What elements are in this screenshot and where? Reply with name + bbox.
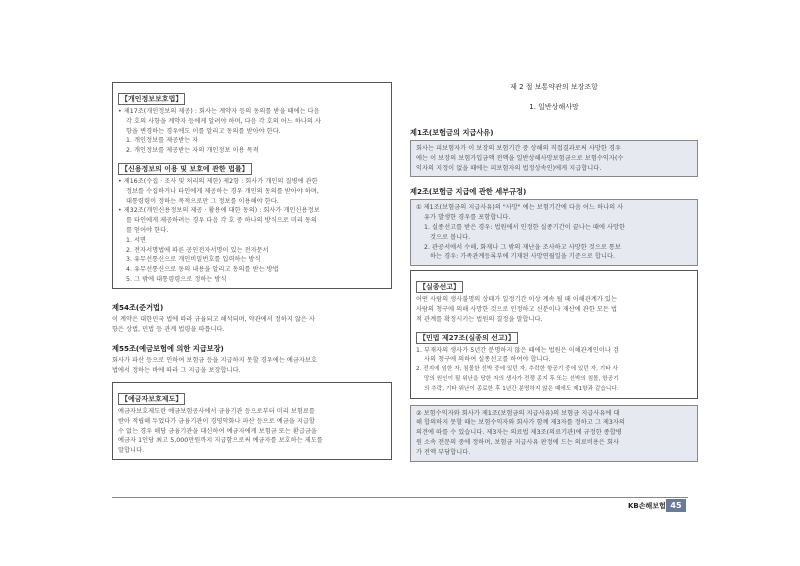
right-column: [410, 80, 698, 466]
credit-line: • 제16조(수집 · 조사 및 처리의 제한) 제2항 : 회사가 개인의 질병에 관한: [118, 177, 318, 185]
deposit-protection-box: [112, 382, 392, 460]
article-2-line: ① 제1조(보험금의 지급사유)의 "사망" 에는 보험기간에 다음 어느 하나의 사: [416, 204, 624, 212]
section-title: 1. 일반상해사망: [529, 103, 579, 111]
credit-line: 1. 서면: [126, 236, 147, 244]
article-2-line: ② 보험수익자와 회사가 제1조(보험금의 지급사유)의 보험금 지급사유에 대: [416, 409, 620, 417]
left-column: [112, 80, 392, 470]
article-1-line: 에는 이 보장의 보험가입금액 전액을 일반상해사망보험금으로 보험수익자(수: [416, 154, 624, 162]
article-2-line: 가 전액 부담합니다.: [416, 448, 471, 456]
missing-line: 어떤 사람의 생사불명의 상태가 일정기간 이상 계속 될 때 이해관계가 있는: [416, 296, 617, 304]
deposit-line: 말합니다.: [118, 447, 145, 455]
article-1-line: 익자의 지정이 없을 때에는 피보험자의 법정상속인)에게 지급합니다.: [416, 164, 602, 172]
privacy-line: 각 호의 사항을 계약자 등에게 알려야 하며, 다음 각 호의 어느 하나의 사: [126, 117, 321, 125]
article-2-heading: 제2조(보험금 지급에 관한 세부규정): [410, 187, 527, 197]
article-2-line: 2. 관공서에서 수해, 화재나 그 밖의 재난을 조사하고 사망한 것으로 통보: [424, 243, 621, 251]
article-2-line: 유가 발생한 경우를 포함합니다.: [424, 214, 511, 222]
article-2-line: 해 합의하지 못할 때는 보험수익자와 회사가 함께 제3자를 정하고 그 제3자의: [416, 419, 625, 427]
article-54-line: 항은 상법, 민법 등 관계 법령을 따릅니다.: [112, 325, 225, 333]
missing-line: 적 관계를 확정시키는 법원의 결정을 말합니다.: [416, 315, 543, 323]
deposit-line: 예금자보호제도란 예금보험공사에서 금융기관 등으로부터 미리 보험료를: [118, 407, 315, 415]
credit-line: 3. 유무선통신으로 개인비밀번호를 입력하는 방식: [126, 256, 261, 264]
page-number: 45: [666, 499, 686, 512]
privacy-line: 2. 개인정보를 제공받는 자의 개인정보 이용 목적: [126, 147, 259, 155]
article-2-line: 원 소속 전문의 중에 정하며, 보험금 지급사유 판정에 드는 의료비용은 회사: [416, 438, 619, 446]
civil-law-line: 사의 청구에 의하여 실종선고를 하여야 합니다.: [424, 356, 551, 364]
article-2-line: 것으로 봅니다.: [430, 233, 471, 241]
credit-line: 대통령령이 정하는 목적으로만 그 정보를 이용해야 한다.: [126, 197, 279, 205]
deposit-line: 받아 적립해 두었다가 금융기관이 경영악화나 파산 등으로 예금을 지급할: [118, 417, 315, 425]
article-1-heading: 제1조(보험금의 지급사유): [410, 128, 494, 137]
article-54-heading: 제54조(준거법): [112, 302, 164, 312]
credit-line: • 제32조(개인신용정보의 제공 · 활용에 대한 동의) : 회사가 개인신용정보: [118, 207, 320, 215]
article-2-para1: [410, 199, 698, 266]
civil-law-line: 2. 전지에 임한 자, 침몰한 선박 중에 있던 자, 추락한 항공기 중에 있던 자, 기타 사: [416, 366, 618, 373]
article-2-line: 하는 경우: 가족관계등록부에 기재된 사망연월일을 기준으로 합니다.: [430, 253, 616, 261]
credit-line: 를 얻어야 한다.: [126, 226, 169, 234]
article-1-line: 회사는 피보험자가 이 보장의 보험기간 중 상해의 직접결과로써 사망한 경우: [416, 145, 621, 152]
credit-line: 4. 유무선통신으로 동의 내용을 알리고 동의를 받는 방법: [126, 266, 279, 274]
article-55-heading: 제55조(예금보험에 의한 지급보장): [112, 344, 224, 354]
article-2-line: 1. 실종선고를 받은 경우: 법원에서 인정한 실종기간이 끝나는 때에 사망한: [424, 223, 626, 231]
chapter-title: 제 2 절 보통약관의 보장조항: [510, 83, 598, 91]
deposit-line: 예금자 1인당 최고 5,000만원까지 지급함으로써 예금자를 보호하는 제도를: [118, 437, 323, 445]
missing-person-box: [410, 270, 698, 398]
footer-brand: KB손해보험: [628, 502, 666, 510]
civil-law-line: 의 추락, 기타 위난이 종료한 후 1년간 분명하지 않은 때에도 제1항과 같습니다.: [424, 385, 619, 392]
missing-person-title: 【실종선고】: [416, 281, 463, 293]
civil-law-title: 【민법 제27조(실종의 선고)】: [416, 332, 518, 344]
privacy-line: 항을 변경하는 경우에도 이를 알리고 동의를 받아야 한다.: [126, 127, 281, 135]
civil-law-line: 1. 부재자의 생사가 5년간 분명하지 않은 때에는 법원은 이해관계인이나 검: [416, 346, 619, 354]
credit-line: 정보를 수집하거나 타인에게 제공하는 경우 개인의 동의를 받아야 하며,: [126, 187, 319, 195]
article-55-line: 회사가 파산 등으로 인하여 보험금 등을 지급하지 못할 경우에는 예금자보호: [112, 357, 317, 365]
credit-line: 2. 전자서명법에 따른 공인전자서명이 있는 전자문서: [126, 246, 269, 254]
deposit-protection-title: 【예금자보호제도】: [118, 393, 185, 405]
article-55-line: 법에서 정하는 바에 따라 그 지급을 보장합니다.: [112, 367, 241, 375]
privacy-law-box: [112, 82, 392, 289]
article-1-body: [410, 140, 698, 177]
privacy-line: • 제17조(개인정보의 제공) : 회사는 계약자 등의 동의를 받을 때에는 다음: [118, 108, 320, 115]
missing-line: 사람의 청구에 의해 사망한 것으로 인정하고 신분이나 재산에 관한 모든 법: [416, 305, 617, 313]
article-2-line: 의견에 따를 수 있습니다. 제3자는 의료법 제3조(의료기관)에 규정한 종합병: [416, 429, 622, 437]
footer-rule: [112, 497, 688, 498]
credit-line: 5. 그 밖에 대통령령으로 정하는 방식: [126, 275, 227, 283]
civil-law-line: 망의 원인이 될 위난을 당한 자의 생사가 전쟁 종지 후 또는 선박의 침몰, 항공기: [424, 375, 619, 382]
privacy-law-title: 【개인정보보호법】: [118, 93, 185, 105]
privacy-line: 1. 개인정보를 제공받는 자: [126, 137, 199, 145]
credit-law-title: 【신용정보의 이용 및 보호에 관한 법률】: [118, 163, 252, 175]
credit-line: 를 타인에게 제공하려는 경우 다음 각 호 중 하나의 방식으로 미리 동의: [126, 217, 317, 225]
deposit-line: 수 없는 경우 해당 금융기관을 대신하여 예금자에게 보험금 또는 환급금을: [118, 427, 317, 435]
article-54-line: 이 계약은 대한민국 법에 따라 규율되고 해석되며, 약관에서 정하지 않은 사: [112, 315, 315, 323]
article-2-para2: [410, 405, 698, 462]
